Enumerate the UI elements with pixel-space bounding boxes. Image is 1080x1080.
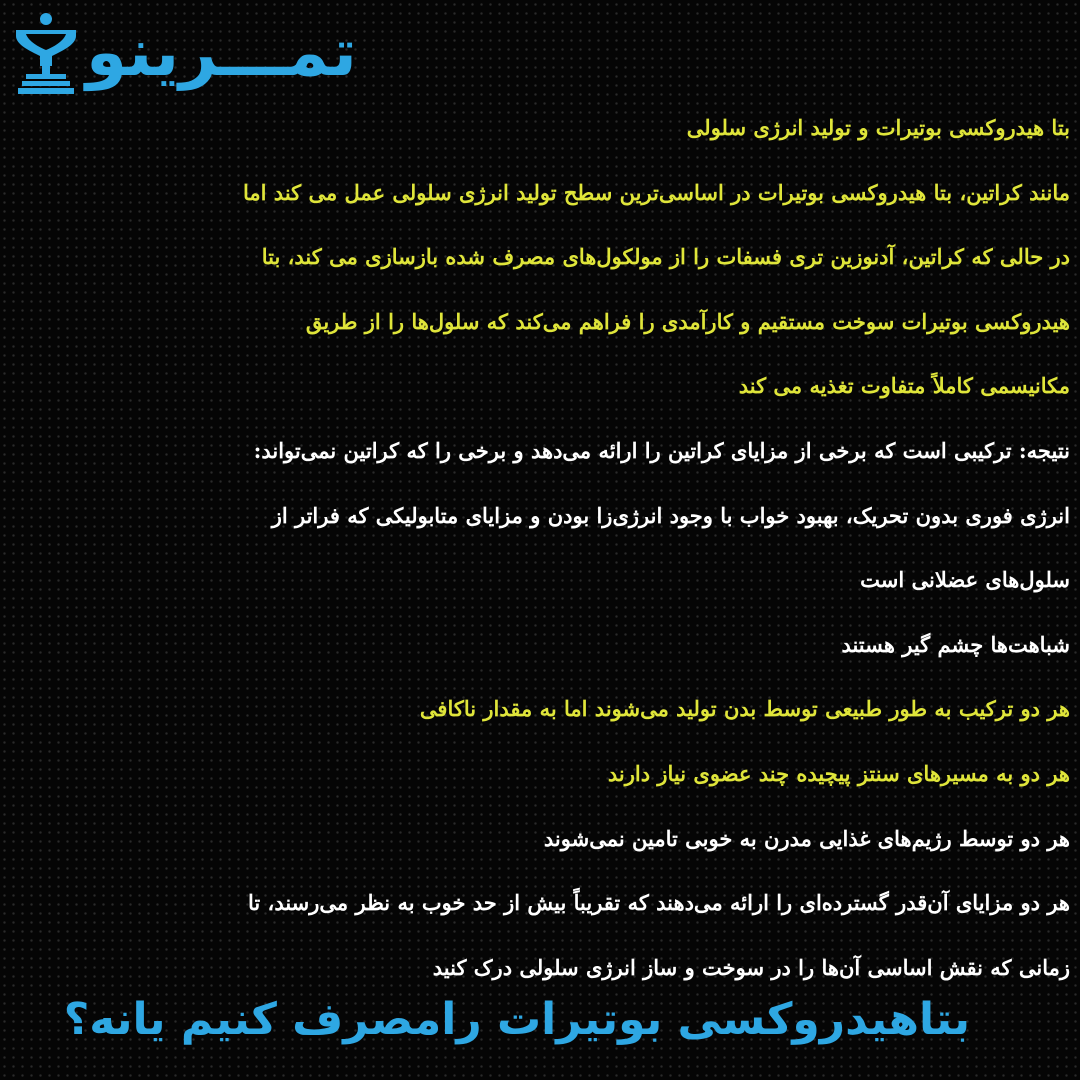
cocktail-glass-logo-icon <box>12 10 80 96</box>
article-paragraph: هر دو ترکیب به طور طبیعی توسط بدن تولید می‌شوند اما به مقدار ناکافی <box>419 696 1070 722</box>
article-paragraph: بتا هیدروکسی بوتیرات و تولید انرژی سلولی <box>686 115 1070 140</box>
article-paragraph: در حالی که کراتین، آدنوزین تری فسفات را از مولکول‌های مصرف شده بازسازی می کند، بتا <box>261 244 1070 270</box>
article-paragraph: نتیجه: ترکیبی است که برخی از مزایای کراتین را ارائه می‌دهد و برخی را که کراتین نمی‌تواند: <box>253 437 1070 463</box>
article-paragraph: هر دو مزایای آن‌قدر گسترده‌ای را ارائه می‌دهند که تقریباً بیش از حد خوب به نظر می‌رسند، تا <box>247 890 1070 916</box>
article-paragraph: انرژی فوری بدون تحریک، بهبود خواب با وجود انرژی‌زا بودن و مزایای متابولیکی که فراتر از <box>271 502 1070 528</box>
logo-wordmark: تمـــرینو <box>86 14 357 91</box>
article-paragraph: هر دو توسط رژیم‌های غذایی مدرن به خوبی تامین نمی‌شوند <box>543 825 1070 851</box>
article-paragraph: هیدروکسی بوتیرات سوخت مستقیم و کارآمدی را فراهم می‌کند که سلول‌ها را از طریق <box>305 308 1070 334</box>
brand-logo <box>12 8 442 98</box>
article-paragraph: زمانی که نقش اساسی آن‌ها را در سوخت و ساز انرژی سلولی درک کنید <box>432 954 1070 980</box>
article-paragraph: مکانیسمی کاملاً متفاوت تغذیه می کند <box>738 373 1070 399</box>
footer-title: بتاهیدروکسی بوتیرات رامصرف کنیم یانه؟ <box>63 994 970 1045</box>
article-paragraph: هر دو به مسیرهای سنتز پیچیده چند عضوی نیاز دارند <box>607 760 1070 786</box>
article-paragraph: شباهت‌ها چشم گیر هستند <box>841 631 1070 657</box>
article-paragraph: مانند کراتین، بتا هیدروکسی بوتیرات در اساسی‌ترین سطح تولید انرژی سلولی عمل می کند اما <box>243 179 1070 205</box>
article-body <box>60 96 1070 1000</box>
article-paragraph: سلول‌های عضلانی است <box>860 567 1070 593</box>
